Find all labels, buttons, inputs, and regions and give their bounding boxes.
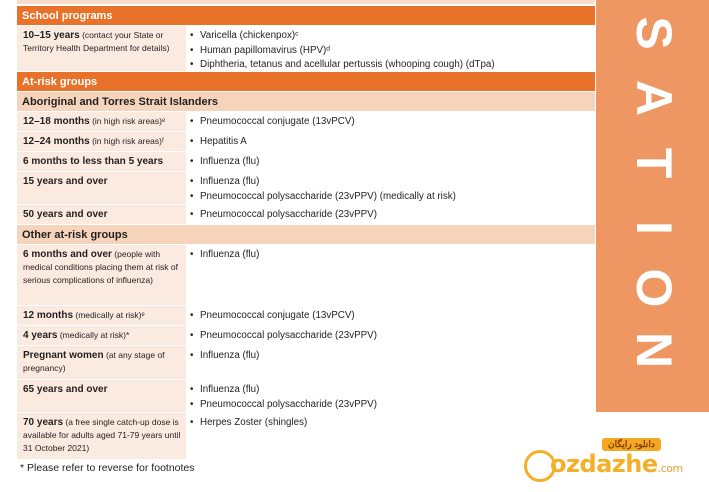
table-row — [17, 379, 595, 412]
section-header: At-risk groups — [17, 71, 595, 91]
age-label: 15 years and over — [23, 176, 108, 187]
side-letter: I — [626, 221, 682, 235]
vaccine-item: • Diphtheria, tetanus and acellular pertussis (whooping cough) (dTpa) — [190, 58, 591, 73]
table-row — [17, 151, 595, 171]
age-cell — [17, 346, 185, 377]
age-cell — [17, 326, 185, 344]
logo-text: ozdazhe.com — [550, 450, 683, 478]
vaccine-cell — [186, 346, 595, 379]
table-row — [17, 305, 595, 325]
side-letter: O — [626, 268, 682, 308]
vaccine-item: • Pneumococcal conjugate (13vPCV) — [190, 115, 591, 130]
age-cell — [17, 306, 185, 324]
vaccine-item: • Varicella (chickenpox)ᶜ — [190, 29, 591, 44]
age-note: (medically at risk)ᵉ — [73, 310, 145, 320]
vaccine-item: • Pneumococcal polysaccharide (23vPPV) — [190, 398, 591, 413]
vaccine-cell — [186, 306, 595, 325]
vaccine-item: • Pneumococcal conjugate (13vPCV) — [190, 309, 591, 324]
age-note: (in high risk areas)ᶠ — [89, 136, 164, 146]
age-note: (medically at risk)* — [57, 330, 130, 340]
age-cell — [17, 245, 185, 289]
table-row — [17, 345, 595, 379]
table-top-strip — [17, 0, 595, 4]
vaccine-cell — [186, 112, 595, 131]
age-note: (a free single catch-up dose is available for adults aged 71-79 years until 31 October 2021) — [23, 417, 181, 453]
table-row — [17, 25, 595, 71]
vaccine-cell — [186, 205, 595, 224]
age-label: 10–15 years — [23, 30, 80, 41]
age-cell — [17, 172, 185, 190]
vaccine-cell — [186, 26, 595, 71]
side-letter: S — [626, 16, 682, 50]
table-row — [17, 171, 595, 204]
age-cell — [17, 112, 185, 130]
side-banner — [596, 0, 709, 412]
age-note: (contact your State or Territory Health Department for details) — [23, 30, 170, 53]
age-label: 70 years — [23, 417, 64, 428]
age-note: (at any stage of pregnancy) — [23, 350, 165, 373]
age-label: 6 months and over — [23, 249, 112, 260]
table-row — [17, 244, 595, 305]
age-label: 12–18 months — [23, 116, 90, 127]
side-banner-word — [624, 0, 684, 412]
table-row — [17, 131, 595, 151]
age-cell — [17, 26, 185, 57]
age-cell — [17, 205, 185, 223]
vaccine-item: • Herpes Zoster (shingles) — [190, 416, 591, 431]
age-cell — [17, 413, 185, 457]
age-label: 12–24 months — [23, 136, 90, 147]
vaccine-item: • Pneumococcal polysaccharide (23vPPV) — [190, 208, 591, 223]
vaccine-item: • Influenza (flu) — [190, 248, 591, 263]
age-label: 6 months to less than 5 years — [23, 156, 164, 167]
logo-badge: دانلود رایگان — [602, 438, 661, 451]
vaccine-item: • Influenza (flu) — [190, 349, 591, 364]
vaccine-cell — [186, 245, 595, 305]
footnote: * Please refer to reverse for footnotes — [20, 462, 195, 474]
vaccine-item: • Pneumococcal polysaccharide (23vPPV) — [190, 329, 591, 344]
age-label: 65 years and over — [23, 384, 108, 395]
age-cell — [17, 132, 185, 150]
vaccine-cell — [186, 380, 595, 412]
section-header: School programs — [17, 5, 595, 25]
side-letter: T — [626, 147, 682, 179]
vaccine-cell — [186, 132, 595, 151]
vaccine-item: • Pneumococcal polysaccharide (23vPPV) (medically at risk) — [190, 190, 591, 205]
vaccine-item: • Influenza (flu) — [190, 155, 591, 170]
table-row — [17, 325, 595, 345]
age-label: 12 months — [23, 310, 74, 321]
vaccine-cell — [186, 172, 595, 204]
watermark-logo — [520, 438, 700, 486]
vaccine-cell — [186, 152, 595, 171]
age-label: 4 years — [23, 330, 58, 341]
age-note: (people with medical conditions placing them at risk of serious complications of influenza) — [23, 249, 178, 285]
table-row — [17, 111, 595, 131]
vaccine-item: • Human papillomavirus (HPV)ᵈ — [190, 44, 591, 59]
subsection-header: Other at-risk groups — [17, 224, 595, 244]
age-cell — [17, 380, 185, 398]
age-cell — [17, 152, 185, 170]
immunisation-table — [17, 0, 595, 459]
vaccine-cell — [186, 326, 595, 345]
side-letter: N — [626, 331, 682, 369]
table-row — [17, 412, 595, 459]
age-note: (in high risk areas)ᵉ — [89, 116, 166, 126]
subsection-header: Aboriginal and Torres Strait Islanders — [17, 91, 595, 111]
age-label: 50 years and over — [23, 209, 108, 220]
age-label: Pregnant women — [23, 350, 104, 361]
side-letter: A — [626, 79, 682, 117]
vaccine-item: • Influenza (flu) — [190, 175, 591, 190]
table-row — [17, 204, 595, 224]
vaccine-item: • Hepatitis A — [190, 135, 591, 150]
vaccine-item: • Influenza (flu) — [190, 383, 591, 398]
